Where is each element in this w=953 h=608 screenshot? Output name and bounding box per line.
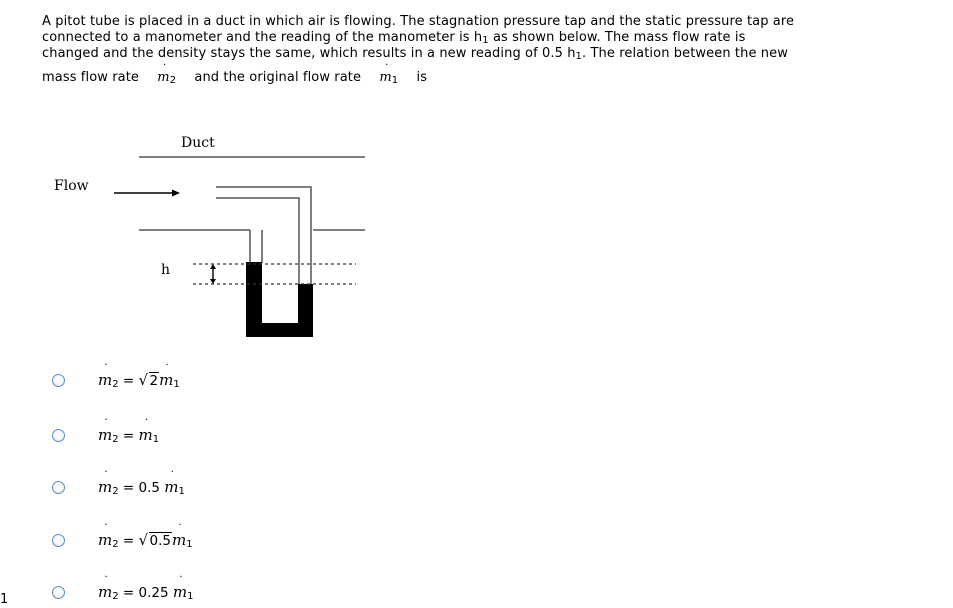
choice-expression: ˙ $m_2$ = √ 0.5˙ $m_1$ xyxy=(98,531,193,549)
radio-button[interactable] xyxy=(52,481,65,494)
flow-label: Flow xyxy=(54,178,89,194)
duct-label: Duct xyxy=(181,135,215,151)
m-dot-symbol: ˙ m xyxy=(379,70,391,86)
choice-expression: ˙ $m_2$ = √ 2˙ $m_1$ xyxy=(98,371,180,389)
h-arrow-up xyxy=(210,264,216,269)
question-line-2: connected to a manometer and the reading of the manometer is $h_1$ as shown below. The mass flow rate is xyxy=(42,30,746,46)
manometer-fluid xyxy=(246,262,313,337)
question-line-3: changed and the density stays the same, which results in a new reading of 0.5 $h_1$. The relation between the new xyxy=(42,46,788,62)
pitot-tube-diagram xyxy=(0,120,420,350)
flow-arrow-head xyxy=(172,190,180,197)
question-line-4: mass flow rate ˙ $m_2$ and the original flow rate ˙ $m_1$ is xyxy=(42,70,932,86)
radio-button[interactable] xyxy=(52,534,65,547)
choice-equal[interactable] xyxy=(52,423,352,447)
radio-button[interactable] xyxy=(52,429,65,442)
question-text xyxy=(42,14,932,86)
choice-expression: ˙ $m_2 = 0.25$ ˙ $m_1$ xyxy=(98,583,193,601)
choice-quarter[interactable] xyxy=(52,580,352,604)
radio-button[interactable] xyxy=(52,586,65,599)
choice-sqrt-half[interactable] xyxy=(52,528,352,552)
choice-sqrt-2[interactable] xyxy=(52,368,352,392)
radio-button[interactable] xyxy=(52,374,65,387)
question-line-1: A pitot tube is placed in a duct in which air is flowing. The stagnation pressure tap and the static pressure tap are xyxy=(42,14,795,29)
pitot-tube-outer xyxy=(216,187,311,284)
choice-half[interactable] xyxy=(52,475,352,499)
h-label: h xyxy=(161,262,171,278)
choice-expression: ˙ $m_2 = 0.5$ ˙ $m_1$ xyxy=(98,478,185,496)
h-arrow-down xyxy=(210,279,216,284)
m-dot-symbol: ˙ m xyxy=(157,70,169,86)
sqrt-symbol: √ 2 xyxy=(138,371,159,389)
corner-number: 1 xyxy=(0,592,9,607)
sqrt-symbol: √ 0.5 xyxy=(138,531,171,549)
choice-expression: ˙ $m_2$ = ˙ $m_1$ xyxy=(98,426,159,444)
